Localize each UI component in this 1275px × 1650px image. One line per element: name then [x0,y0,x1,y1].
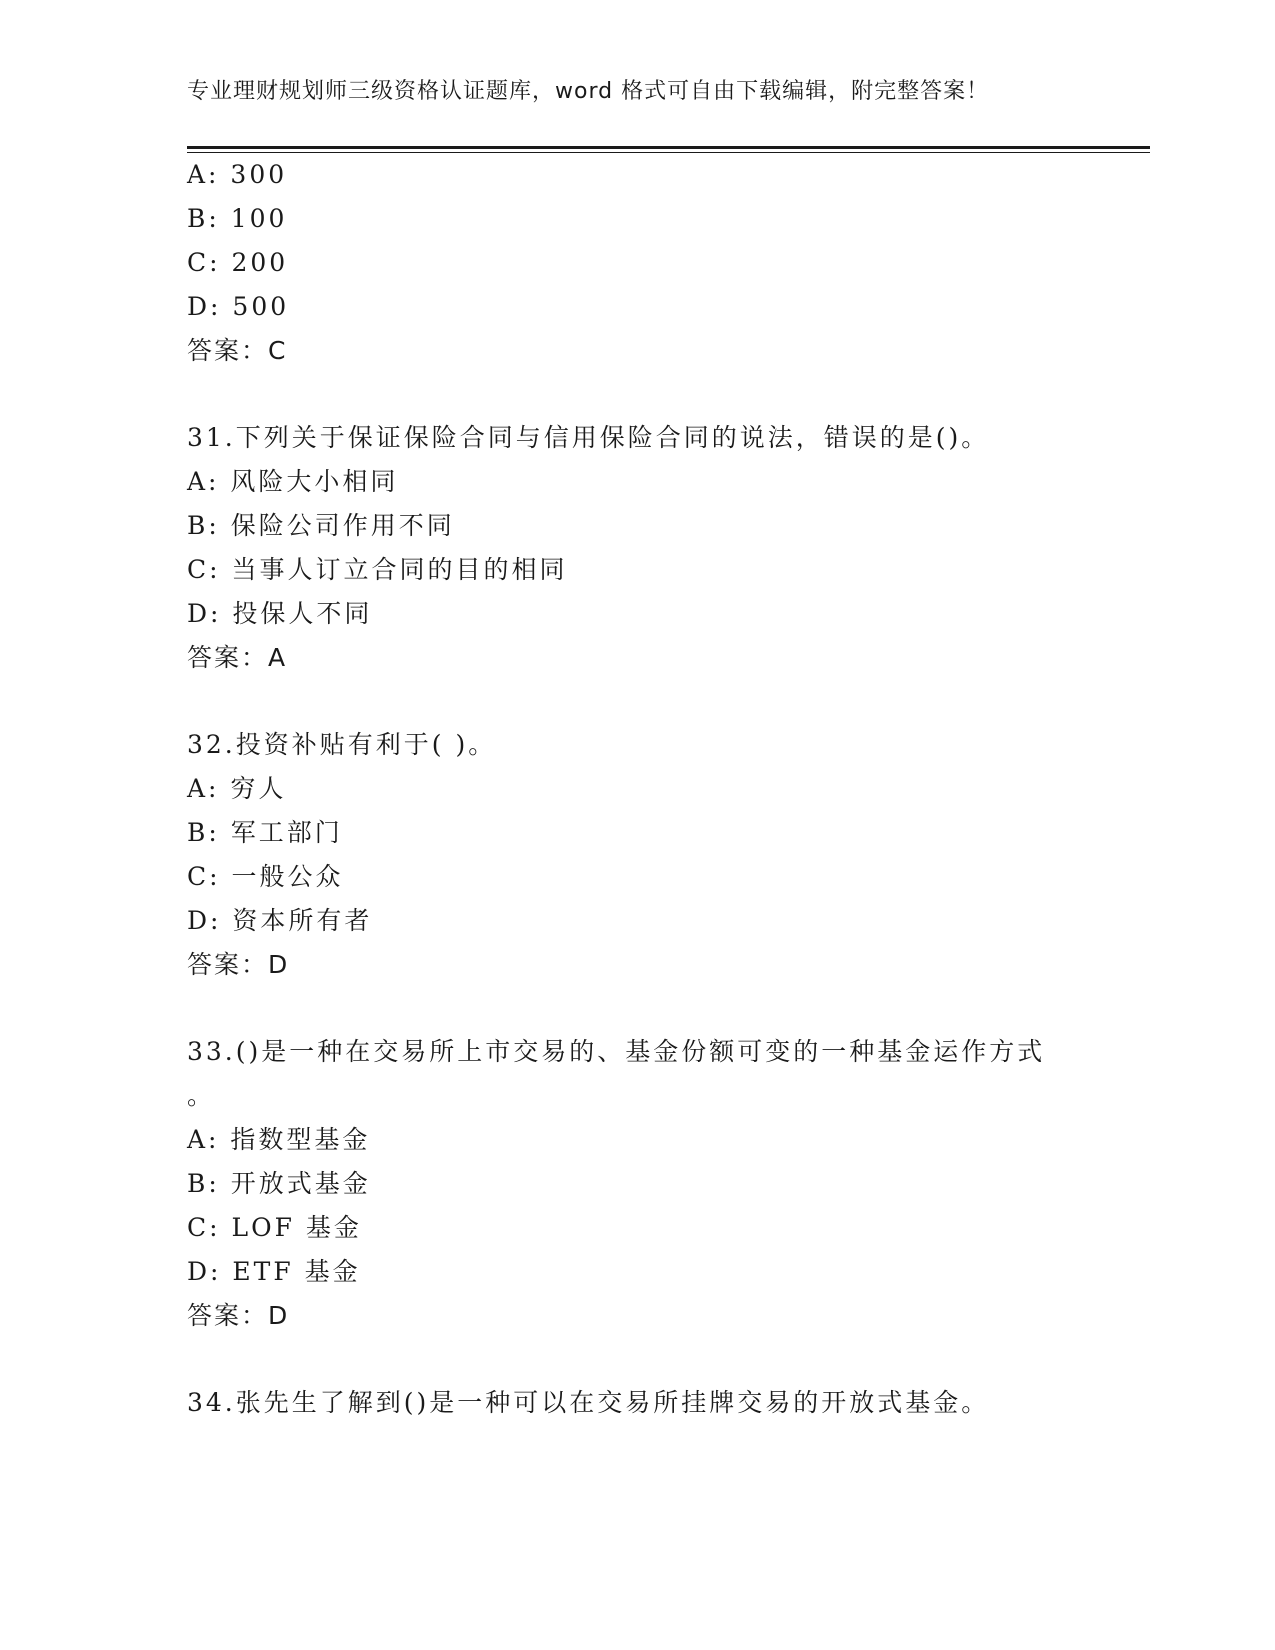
option-a: A: 风险大小相同 [187,467,399,496]
page-header: 专业理财规划师三级资格认证题库，word 格式可自由下载编辑，附完整答案！ [187,79,990,104]
option-d: D: 500 [187,292,290,321]
question-stem: 32.投资补贴有利于( )。 [187,730,497,759]
option-a: A: 指数型基金 [187,1125,371,1154]
answer: 答案：D [187,1301,290,1330]
question-stem-continuation: 。 [187,1081,216,1110]
header-rule-thin [187,152,1150,153]
answer: 答案：C [187,336,288,365]
option-a: A: 300 [187,160,288,189]
question-stem: 34.张先生了解到()是一种可以在交易所挂牌交易的开放式基金。 [187,1388,990,1417]
option-c: C: 当事人订立合同的目的相同 [187,555,568,584]
question-stem: 31.下列关于保证保险合同与信用保险合同的说法，错误的是()。 [187,423,990,452]
option-a: A: 穷人 [187,774,287,803]
option-d: D: 投保人不同 [187,599,373,628]
header-rule-thick [187,146,1150,149]
option-c: C: 200 [187,248,289,277]
answer: 答案：A [187,643,288,672]
option-b: B: 军工部门 [187,818,343,847]
option-c: C: 一般公众 [187,862,344,891]
option-d: D: ETF 基金 [187,1257,361,1286]
option-d: D: 资本所有者 [187,906,373,935]
option-c: C: LOF 基金 [187,1213,362,1242]
question-stem: 33.()是一种在交易所上市交易的、基金份额可变的一种基金运作方式 [187,1037,1046,1066]
option-b: B: 开放式基金 [187,1169,371,1198]
option-b: B: 100 [187,204,288,233]
option-b: B: 保险公司作用不同 [187,511,455,540]
answer: 答案：D [187,950,290,979]
